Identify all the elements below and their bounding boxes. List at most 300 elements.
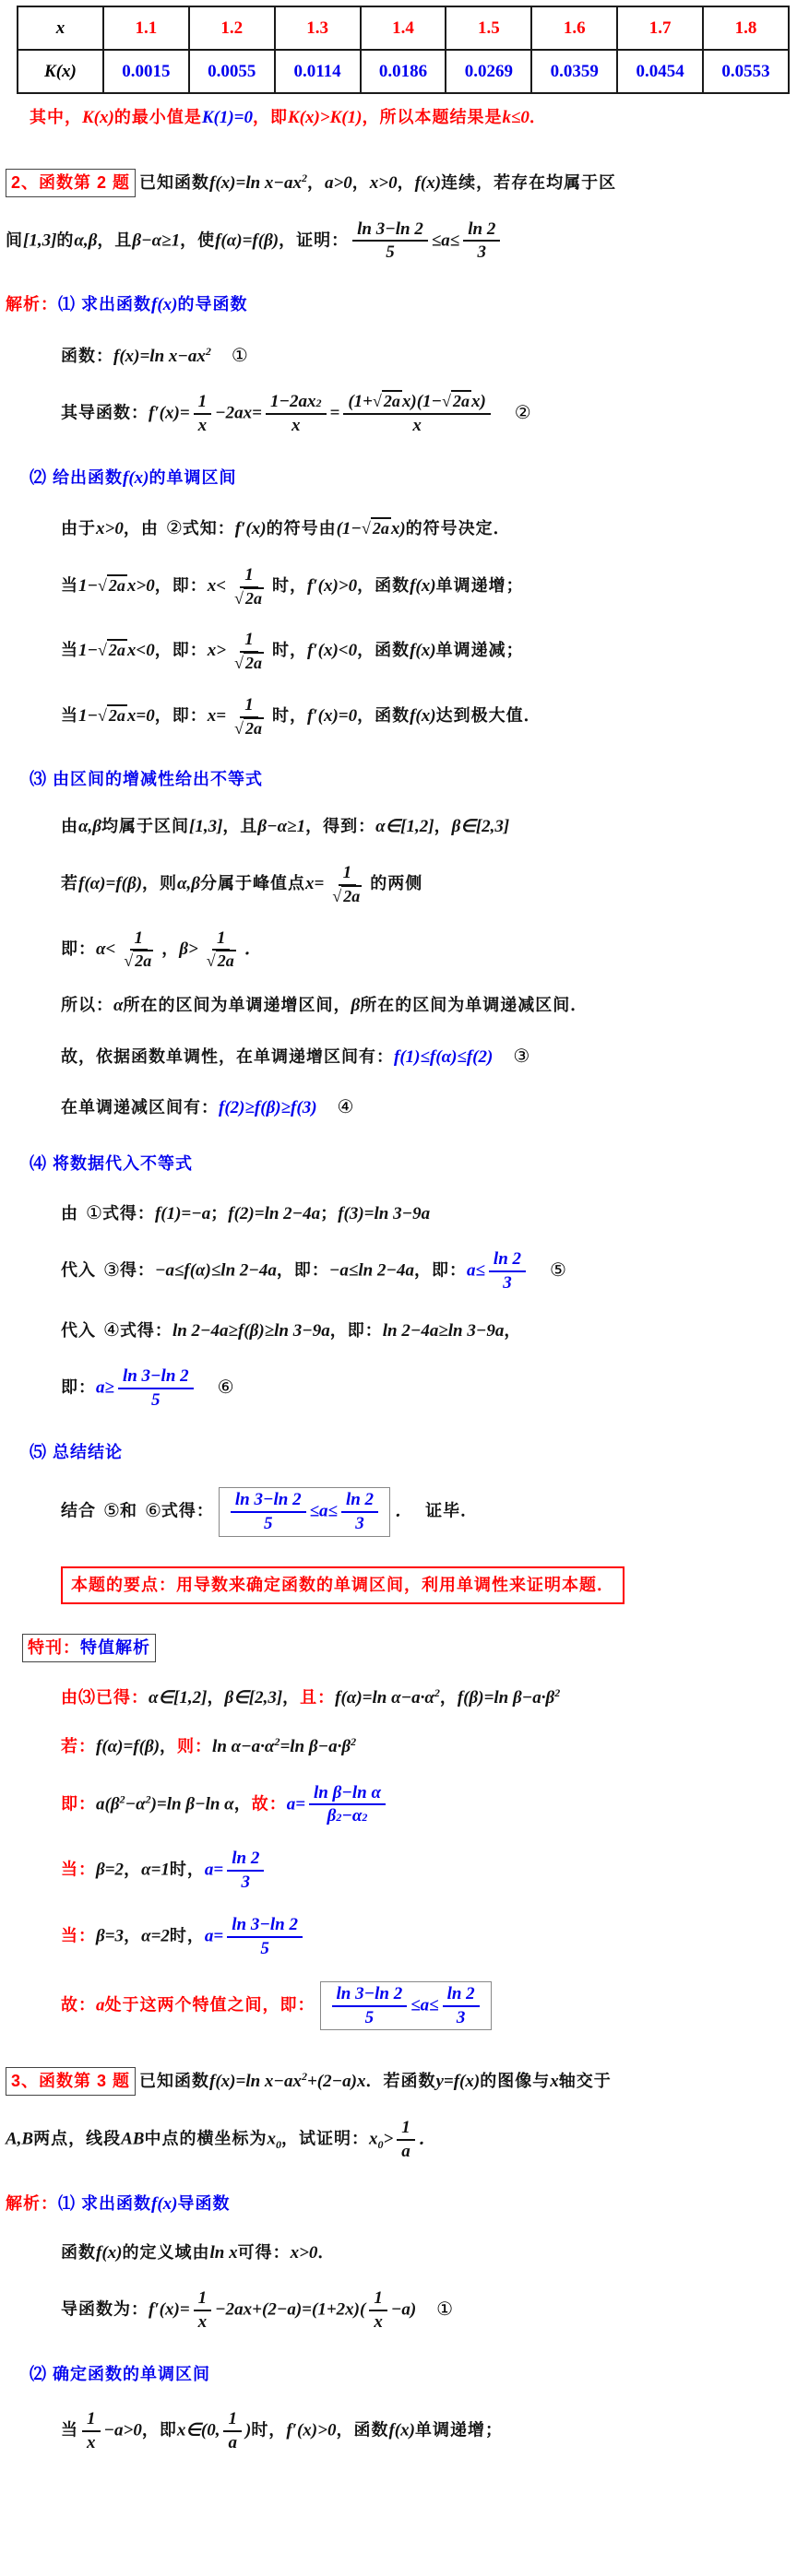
denominator [119,951,158,971]
text: 由 [61,1203,78,1223]
substitute-3 [61,1249,793,1294]
text: 解析： [6,2194,58,2214]
text: 时， [169,1860,205,1879]
fraction [202,928,241,972]
numerator [194,392,212,415]
math: f(x) [410,575,436,596]
table-cell: 1.1 [103,6,189,50]
math: a= [204,1860,224,1880]
math: x< [207,575,227,596]
math: K(x) [82,108,114,127]
math: x=0 [126,705,155,726]
denominator [230,588,268,609]
math: 5 [263,1513,273,1533]
table-row-kx [18,50,789,93]
math: x [291,416,301,436]
func-deriv [61,392,793,436]
denominator [194,2311,212,2333]
math: x<0 [126,641,155,661]
final-conclusion [61,1487,793,1537]
math: x= [207,705,227,726]
math: x>0 [369,172,398,193]
math: β∈[2,3] [451,817,510,837]
radical-icon: √ [98,705,107,725]
text: 处于这两个特值之间，即： [104,1995,315,2015]
math: f(α)=f(β) [78,873,143,893]
superscript: 2 [554,1685,561,1699]
superscript: 2 [315,396,322,410]
fraction [341,1490,378,1534]
denominator [230,718,268,739]
math: ln 3−ln 2 [357,219,423,239]
math: x [197,416,208,436]
equation-number: ④ [337,1095,354,1118]
radicand: 2a [372,519,389,538]
text: ，即： [154,575,208,595]
superscript: 2 [145,1792,151,1806]
math: 5 [386,242,395,263]
text: 导函数为： [61,2299,149,2319]
s3-domain [61,2240,793,2267]
text: ，所以本题结果是 [362,108,503,126]
math: ≤a≤ [410,1995,439,2015]
text: ，即： [329,1320,383,1340]
math: f′(x)>0 [286,2420,337,2440]
section2-title-2 [6,219,793,264]
text: 可得： [237,2242,291,2262]
math: 1 [228,2408,237,2428]
table-cell: 1.6 [531,6,617,50]
math: (1+ [348,392,373,412]
text: 单调递增； [435,575,524,595]
math: [1,3] [189,817,223,837]
fraction [230,565,268,609]
solution-content [4,105,793,2452]
table-cell: 0.0553 [703,50,789,93]
math: x> [207,641,227,661]
math: f′(x) [234,519,267,539]
math: f(1)=−a [154,1203,211,1223]
denominator [287,415,305,436]
math: ) [244,2420,252,2440]
math: 1 [197,2288,208,2309]
numerator [231,1490,306,1513]
superscript: 2 [301,171,307,184]
math: f(2)=ln 2−4a [228,1203,321,1223]
special-conclusion [61,1981,793,2031]
radical-icon: √ [373,392,382,411]
fraction [463,219,500,264]
text: 达到极大值． [435,705,541,725]
math: a= [204,1926,224,1946]
denominator [327,886,366,906]
math: −α [125,1794,146,1814]
denominator [452,2007,470,2028]
denominator [473,242,492,263]
text: ， [434,817,452,836]
math: (1− [336,519,362,539]
numerator [223,2409,242,2432]
text: 函数 [61,2242,96,2262]
text: 所在的区间为单调递减区间． [360,996,589,1015]
denominator [147,1389,165,1411]
sqrt-expression [442,392,471,411]
text: 故： [61,1995,96,2015]
decreasing-ineq [61,1093,793,1122]
text: 所以： [61,996,113,1015]
text: 时， [271,641,307,660]
sqrt-expression [332,887,362,906]
denominator [230,653,268,673]
text: ，即： [276,1260,329,1280]
substituted-values [61,1199,793,1228]
text: 时， [169,1926,205,1945]
special-issue-title [22,1634,793,1662]
sign-analysis [61,514,793,543]
radical-icon: √ [234,654,244,673]
numerator [130,928,149,951]
special-case-2 [61,1915,793,1959]
text: ， [397,172,415,192]
numerator [118,1366,194,1389]
radicand: 2a [217,951,234,971]
text: 当 [61,641,78,660]
math: f(α)=ln α−a·α [335,1687,434,1707]
math: f(x) [410,705,436,726]
equation-number: ③ [103,1258,120,1281]
math: ． [244,939,262,959]
math: f′(x)<0 [306,641,358,661]
math: β [327,1806,337,1826]
sqrt-expression [234,719,264,739]
math: α,β [177,873,201,893]
fraction [352,219,428,264]
special-solve-a [61,1783,793,1827]
math: 3 [503,1272,512,1293]
math: α,β [78,817,101,837]
text: 且： [300,1687,336,1707]
table-row-x [18,6,789,50]
text: ， [207,1687,225,1707]
text: 连续，若存在均属于区 [441,172,617,192]
math: ln 2 [345,1489,375,1509]
numerator [463,219,500,242]
math: AB [121,2129,145,2149]
table-cell: 0.0186 [361,50,446,93]
math: −2ax+(2−a)=(1+2x)( [215,2299,366,2320]
text: ⑷ 将数据代入不等式 [30,1153,194,1173]
math: 5 [151,1390,161,1411]
text: 时， [271,705,307,725]
section2-title [6,169,793,197]
text: 其中， [30,108,82,126]
text: 的两侧 [370,873,423,892]
fraction [194,2288,212,2333]
math: f(x) [151,2194,178,2215]
jiexi-2 [6,292,793,319]
math: β=3 [96,1926,125,1946]
head2-2 [30,466,793,492]
math: a≤ [466,1260,485,1281]
sqrt-expression [98,704,127,725]
denominator [237,1872,256,1893]
fraction [227,1849,264,1893]
math: β∈[2,3] [224,1687,283,1707]
table-cell: 0.0015 [103,50,189,93]
sqrt-expression [124,951,153,971]
fraction [332,1984,408,2028]
sqrt-expression [234,589,264,609]
head2-3 [30,767,793,792]
math: 1 [134,928,144,948]
text: ，即： [154,705,208,725]
numerator [352,219,428,242]
head2-4 [30,1152,793,1176]
sqrt-expression [362,517,391,538]
equation-number: ⑤ [550,1258,566,1281]
text: ，函数 [357,705,410,725]
math: 1− [78,575,99,596]
text: 已知函数 [139,172,210,192]
text: 时， [271,575,307,595]
sqrt-expression [234,654,264,673]
math: =ln β−a·β [280,1737,351,1757]
denominator [381,242,399,263]
text: 的符号决定． [405,519,511,538]
section3-title [6,2067,793,2096]
text: 函数： [61,346,113,365]
table-cell: 0.0359 [531,50,617,93]
text: 式得： [101,1203,155,1223]
radicand: 2a [452,392,470,411]
text: 的符号由 [266,519,337,538]
case-increasing [61,565,793,609]
sqrt-expression [207,951,236,971]
text: ， [124,1926,142,1945]
head2-5 [30,1440,793,1465]
math: 1 [216,928,226,948]
denominator [361,2007,379,2028]
text: 证毕． [425,1501,479,1520]
text: 中点的横坐标为 [144,2129,268,2148]
equation-number: ③ [513,1044,530,1067]
text: ，且 [222,817,258,836]
interval-conclusion [61,993,793,1020]
math: 1 [244,630,254,650]
text: 和 [119,1501,137,1520]
math: x [267,2129,276,2149]
text: 故，依据函数单调性，在单调递增区间有： [61,1046,394,1066]
fraction [266,392,327,436]
equation-number: ⑥ [217,1375,234,1398]
text: ，即 [141,2420,177,2440]
superscript: 2 [434,1685,440,1699]
math: f(α)=f(β) [96,1737,161,1757]
fraction [119,928,158,972]
math: ≤a≤ [309,1501,338,1521]
text: 两点，线段 [33,2129,122,2148]
table-cell: 0.0454 [617,50,703,93]
math: α< [96,939,116,959]
fraction [443,1984,480,2028]
text: ，证明： [279,230,350,250]
math: a [401,2142,410,2162]
text: 3、函数第 3 题 [11,2072,131,2091]
denominator [202,951,241,971]
subscript: 0 [275,2138,281,2152]
text: 式得： [119,1320,172,1340]
text: 当 [61,2420,78,2440]
ab-inequality [61,928,793,972]
text: ， [439,1687,458,1707]
math: β−α≥1 [257,817,306,837]
text: 的 [56,230,75,250]
ab-ranges [61,814,793,841]
math: a>0 [324,172,352,193]
equation-number: ② [514,400,531,423]
numerator [82,2409,101,2432]
radicand: 2a [244,588,262,608]
fraction [194,392,212,436]
math: ． [395,1501,413,1521]
math: a(β [96,1794,120,1814]
math: x= [305,873,325,893]
text: 在单调递减区间有： [61,1098,219,1117]
math: K(1)=0 [201,108,253,127]
section-label-box [22,1634,156,1662]
boxed-result [219,1487,390,1537]
sqrt-expression [98,574,127,595]
text: ， [160,1737,178,1756]
equation-number: ② [165,516,183,539]
math: α=1 [141,1860,170,1880]
math: ln x [209,2242,238,2263]
math: f(x)=ln x−ax [113,346,206,366]
math: β=2 [96,1860,125,1880]
math: 3 [355,1513,364,1533]
k-value-table [17,6,790,94]
math: 1−2ax [270,392,316,412]
jiexi-3 [6,2192,793,2218]
math: x)(1− [401,392,443,412]
math: a [96,1995,105,2015]
text: 其导函数： [61,403,149,422]
numerator [489,1249,526,1272]
math: ln 2 [232,1849,260,1869]
math: α∈[1,2] [375,817,434,837]
text: ，函数 [336,2420,389,2440]
radical-icon: √ [98,575,107,595]
text: ⑵ 给出函数 [30,467,124,487]
equation-number: ① [231,343,248,366]
text: ， [306,172,325,192]
equation-number: ① [436,2297,454,2320]
boxed-result [320,1981,492,2031]
fraction [231,1490,306,1534]
text: ，且 [97,230,133,250]
math: x∈(0, [176,2420,220,2440]
math: a≥ [96,1377,114,1398]
numerator [339,863,357,886]
text: ⑸ 总结结论 [30,1442,124,1461]
special-given [61,1684,793,1712]
math: α [113,996,124,1016]
text: 的图像与 [480,2072,551,2091]
radicand: 2a [343,886,361,905]
math: f′(x)= [149,2299,190,2320]
math: 1 [342,862,352,882]
math: x>0 [126,575,155,596]
text: 当 [61,705,78,725]
text: 若 [61,873,78,892]
math: 3 [456,2007,466,2027]
math: x [197,2311,208,2332]
text: 的单调区间 [149,467,237,487]
math: f(x) [410,641,436,661]
math: x) [390,519,406,539]
table-cell: 1.4 [361,6,446,50]
table-cell: 1.7 [617,6,703,50]
equation-number: ① [86,1200,102,1223]
denominator [194,415,212,436]
equation-number: ④ [103,1318,120,1341]
text: ， [161,939,180,958]
math: 1 [401,2118,410,2138]
math: x>0 [290,2242,318,2263]
math: α=2 [141,1926,170,1946]
math: > [383,2129,394,2149]
math: f(x) [96,2242,123,2263]
text: ， [351,172,370,192]
math: β−α≥1 [132,230,181,251]
text: ， [233,1794,252,1814]
s3-derivative [61,2288,793,2333]
table-cell: 0.0269 [446,50,531,93]
case-maximum [61,695,793,739]
math: ln 3−ln 2 [336,1983,403,2003]
math: −a≤f(α)≤ln 2−4a [154,1260,277,1281]
fraction [327,863,366,906]
fraction [230,695,268,739]
text: ，即 [252,108,288,126]
math: ln 3−ln 2 [234,1489,302,1509]
text: ，使 [180,230,216,250]
numerator [343,392,490,415]
text: 当： [61,1860,96,1879]
denominator [408,415,426,436]
equation-number: ⑥ [144,1498,161,1521]
head3-2 [30,2362,793,2387]
text: 由⑶已得： [61,1687,149,1707]
math: ln 2 [468,219,496,239]
text: 特值解析 [80,1637,150,1657]
math: −a) [390,2299,417,2320]
radicand: 2a [108,641,125,660]
text: 故： [251,1794,287,1814]
numerator [240,630,258,653]
numerator [341,1490,378,1513]
radical-icon: √ [206,951,216,971]
math: ≤a≤ [431,230,460,251]
numerator [309,1783,386,1806]
text: 即： [61,939,96,958]
text: 特刊： [28,1637,80,1657]
sqrt-expression [98,639,127,659]
superscript: 2 [205,344,211,358]
denominator [369,2311,387,2333]
text: 式得： [161,1501,214,1520]
math: f(x) [388,2420,415,2440]
